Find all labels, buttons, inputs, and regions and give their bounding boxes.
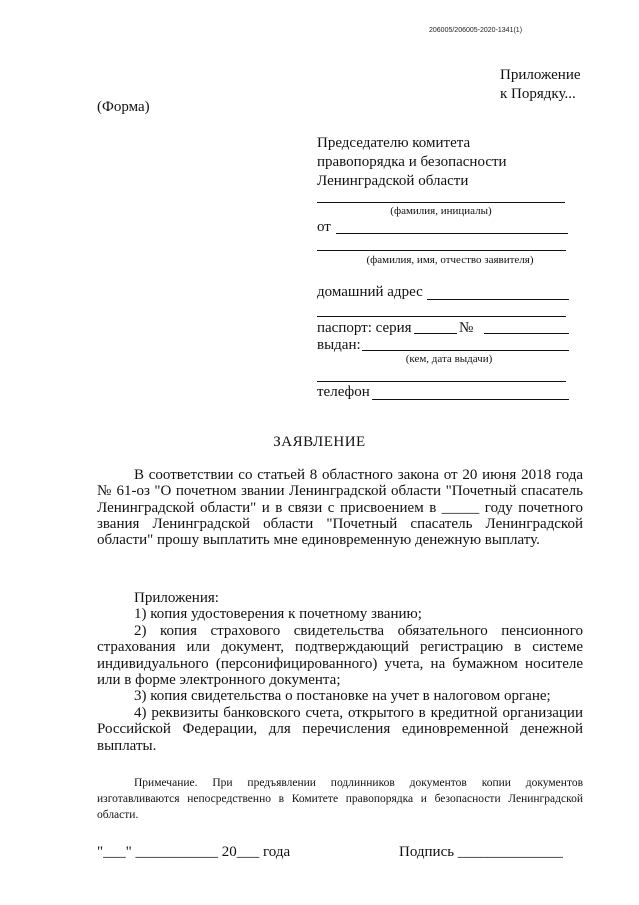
appendix-line-2: к Порядку... [500,86,576,102]
passport-series-label: паспорт: серия [317,320,412,336]
addressee-line-3: Ленинградской области [317,173,469,189]
attachment-item: 3) копия свидетельства о постановке на учет в налоговом органе; [134,688,551,705]
document-code: 206005/206005-2020-1341(1) [429,27,523,34]
statement-paragraph: В соответствии со статьей 8 областного закона от 20 июня 2018 года № 61-оз "О почетном звании Ленинградской области "Почетный спасатель Ленинградской области" и в связи с присвоением в _____ году почетного звания Ленинградской области "Почетный спасатель Ленинградской области" прошу выплатить мне единовременную денежную выплату. [97,467,583,549]
note-paragraph: Примечание. При предъявлении подлинников документов копии документов изготавливаются непосредственно в Комитете правопорядка и безопасности Ленинградской области. [97,777,583,821]
from-label: от [317,219,331,235]
issued-label: выдан: [317,337,361,353]
issued-extra-line[interactable] [317,381,566,382]
issued-caption: (кем, дата выдачи) [405,353,493,365]
phone-fill-line[interactable] [372,399,569,400]
attachments-heading: Приложения: [134,590,219,606]
form-label: (Форма) [97,99,150,115]
passport-series-fill-line[interactable] [414,333,457,334]
attachments-list [97,590,583,754]
from-fill-line[interactable] [336,233,568,234]
phone-label: телефон [317,384,370,400]
passport-number-fill-line[interactable] [484,333,569,334]
addressee-block [317,134,507,191]
name-fill-line[interactable] [317,202,565,203]
name-caption: (фамилия, инициалы) [390,205,492,217]
attachment-item: 4) реквизиты банковского счета, открытого в кредитной организации Российской Федерации, для перечисления единовременной денежной выплаты. [97,704,583,754]
home-address-label: домашний адрес [317,284,423,300]
passport-number-label: № [459,320,474,336]
appendix-reference [500,66,581,104]
home-address-extra-line[interactable] [317,316,566,317]
applicant-fill-line[interactable] [317,250,566,251]
addressee-line-2: правопорядка и безопасности [317,154,507,170]
applicant-caption: (фамилия, имя, отчество заявителя) [366,254,534,266]
home-address-fill-line[interactable] [427,299,569,300]
appendix-line-1: Приложение [500,67,581,83]
signature-fill-line[interactable]: Подпись ______________ [399,844,563,860]
issued-fill-line[interactable] [362,350,569,351]
attachment-item: 1) копия удостоверения к почетному званию; [134,606,422,623]
document-title: ЗАЯВЛЕНИЕ [273,434,366,450]
attachment-item: 2) копия страхового свидетельства обязательного пенсионного страхования или документ, подтверждающий регистрацию в системе индивидуального (персонифицированного) учета, на бумажном носителе или в форме электронного документа; [97,622,583,689]
date-fill-line[interactable]: "___" ___________ 20___ года [97,844,291,860]
addressee-line-1: Председателю комитета [317,135,471,151]
